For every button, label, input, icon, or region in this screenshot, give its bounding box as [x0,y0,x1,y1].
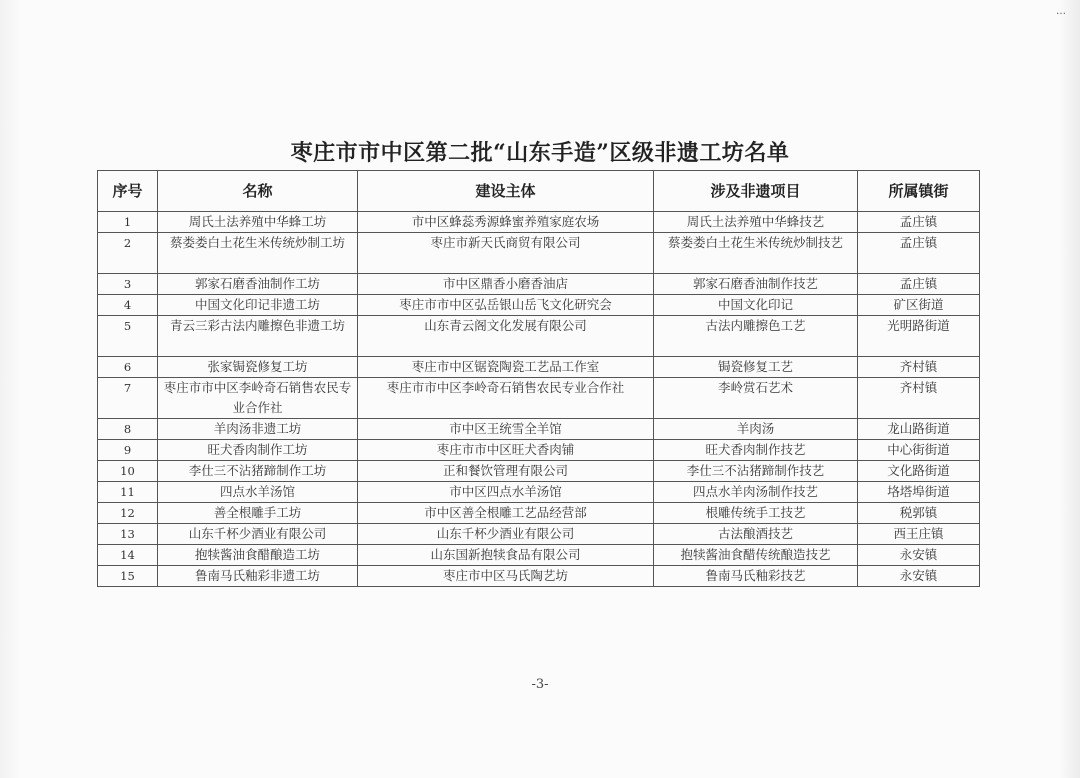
table-row [98,357,980,378]
cell-name: 抱犊酱油食醋酿造工坊 [158,545,358,566]
cell-project: 锔瓷修复工艺 [654,357,858,378]
cell-builder: 山东国新抱犊食品有限公司 [358,545,654,566]
header-cell-name: 名称 [158,171,358,212]
table-row [98,545,980,566]
cell-project: 抱犊酱油食醋传统酿造技艺 [654,545,858,566]
cell-name: 蔡娄娄白土花生米传统炒制工坊 [158,233,358,274]
cell-town: 西王庄镇 [858,524,980,545]
cell-town: 文化路街道 [858,461,980,482]
header-cell-project: 涉及非遗项目 [654,171,858,212]
cell-name: 山东千杯少酒业有限公司 [158,524,358,545]
cell-project: 李仕三不沾猪蹄制作技艺 [654,461,858,482]
cell-builder: 枣庄市中区锯瓷陶瓷工艺品工作室 [358,357,654,378]
table-row [98,440,980,461]
cell-project: 鲁南马氏釉彩技艺 [654,566,858,587]
cell-builder: 枣庄市市中区弘岳银山岳飞文化研究会 [358,295,654,316]
cell-builder: 市中区蜂蕊秀源蜂蜜养殖家庭农场 [358,212,654,233]
cell-builder: 枣庄市市中区旺犬香肉铺 [358,440,654,461]
cell-name: 枣庄市市中区李岭奇石销售农民专业合作社 [158,378,358,419]
cell-number: 4 [98,295,158,316]
cell-number: 1 [98,212,158,233]
table-row [98,566,980,587]
cell-number: 14 [98,545,158,566]
cell-project: 旺犬香肉制作技艺 [654,440,858,461]
table-row [98,524,980,545]
cell-project: 周氏土法养殖中华蜂技艺 [654,212,858,233]
cell-number: 11 [98,482,158,503]
cell-name: 周氏土法养殖中华蜂工坊 [158,212,358,233]
cell-number: 5 [98,316,158,357]
table-row [98,503,980,524]
table-row [98,482,980,503]
table-row [98,233,980,274]
cell-number: 13 [98,524,158,545]
table-row [98,378,980,419]
table-row [98,461,980,482]
cell-town: 矿区街道 [858,295,980,316]
cell-town: 龙山路街道 [858,419,980,440]
cell-number: 3 [98,274,158,295]
cell-town: 孟庄镇 [858,274,980,295]
cell-builder: 枣庄市新天氏商贸有限公司 [358,233,654,274]
cell-name: 中国文化印记非遗工坊 [158,295,358,316]
workshop-list-table [97,170,980,587]
cell-name: 郭家石磨香油制作工坊 [158,274,358,295]
cell-name: 鲁南马氏釉彩非遗工坊 [158,566,358,587]
cell-town: 永安镇 [858,545,980,566]
cell-name: 旺犬香肉制作工坊 [158,440,358,461]
cell-builder: 山东千杯少酒业有限公司 [358,524,654,545]
table-row [98,419,980,440]
page-number: -3- [531,677,549,692]
document-title: 枣庄市市中区第二批“山东手造”区级非遗工坊名单 [290,140,790,166]
cell-project: 中国文化印记 [654,295,858,316]
table-row [98,295,980,316]
cell-project: 郭家石磨香油制作技艺 [654,274,858,295]
cell-project: 古法内雕擦色工艺 [654,316,858,357]
table-body [98,212,980,587]
table-row [98,212,980,233]
cell-number: 15 [98,566,158,587]
cell-builder: 市中区鼎香小磨香油店 [358,274,654,295]
table-header-row [98,171,980,212]
cell-town: 永安镇 [858,566,980,587]
cell-project: 蔡娄娄白土花生米传统炒制技艺 [654,233,858,274]
cell-number: 8 [98,419,158,440]
corner-mark: … [1056,6,1066,17]
cell-name: 善全根雕手工坊 [158,503,358,524]
cell-builder: 枣庄市中区马氏陶艺坊 [358,566,654,587]
cell-number: 7 [98,378,158,419]
cell-number: 10 [98,461,158,482]
cell-town: 齐村镇 [858,378,980,419]
header-cell-builder: 建设主体 [358,171,654,212]
cell-town: 孟庄镇 [858,233,980,274]
cell-number: 6 [98,357,158,378]
header-cell-number: 序号 [98,171,158,212]
table-row [98,274,980,295]
cell-town: 孟庄镇 [858,212,980,233]
cell-number: 2 [98,233,158,274]
cell-builder: 市中区善全根雕工艺品经营部 [358,503,654,524]
cell-name: 羊肉汤非遗工坊 [158,419,358,440]
cell-name: 李仕三不沾猪蹄制作工坊 [158,461,358,482]
header-cell-town: 所属镇街 [858,171,980,212]
cell-builder: 市中区四点水羊汤馆 [358,482,654,503]
table-row [98,316,980,357]
cell-town: 税郭镇 [858,503,980,524]
cell-builder: 正和餐饮管理有限公司 [358,461,654,482]
cell-project: 古法酿酒技艺 [654,524,858,545]
cell-builder: 市中区王统雪全羊馆 [358,419,654,440]
cell-name: 青云三彩古法内雕擦色非遗工坊 [158,316,358,357]
cell-project: 根雕传统手工技艺 [654,503,858,524]
cell-town: 垎塔埠街道 [858,482,980,503]
cell-town: 中心街街道 [858,440,980,461]
cell-name: 四点水羊汤馆 [158,482,358,503]
cell-number: 12 [98,503,158,524]
cell-town: 齐村镇 [858,357,980,378]
cell-town: 光明路街道 [858,316,980,357]
cell-project: 羊肉汤 [654,419,858,440]
cell-number: 9 [98,440,158,461]
cell-builder: 山东青云阁文化发展有限公司 [358,316,654,357]
cell-name: 张家锔瓷修复工坊 [158,357,358,378]
cell-project: 李岭赏石艺术 [654,378,858,419]
cell-builder: 枣庄市市中区李岭奇石销售农民专业合作社 [358,378,654,419]
cell-project: 四点水羊肉汤制作技艺 [654,482,858,503]
